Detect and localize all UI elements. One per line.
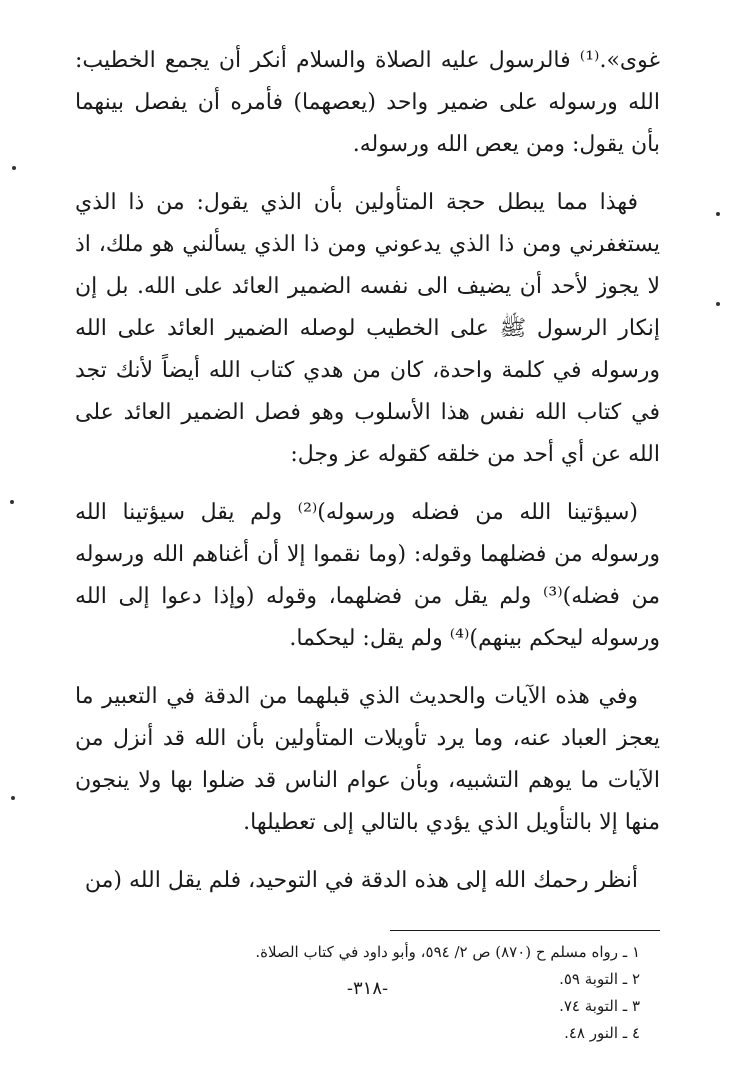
footnote-divider (390, 930, 660, 931)
paragraph-2: فهذا مما يبطل حجة المتأولين بأن الذي يقول: من ذا الذي يستغفرني ومن ذا الذي يدعوني ومن ذا الذي يسألني هو ملك، اذ لا يجوز لأحد أن يضيف الى نفسه الضمير العائد على الله. بل إن إنكار الرسول ﷺ على الخطيب لوصله الضمير العائد على الله ورسوله في كلمة واحدة، كان من هدي كتاب الله أيضاً لأنك تجد في كتاب الله نفس هذا الأسلوب وهو فصل الضمير العائد على الله عن أي أحد من خلقه كقوله عز وجل: (75, 190, 660, 467)
footnote-4: ٤ ـ النور ٤٨. (564, 1024, 640, 1042)
paragraph-4: وفي هذه الآيات والحديث الذي قبلهما من الدقة في التعبير ما يعجز العباد عنه، وما يرد تأويلات المتأولين بأن الله قد أنزل من الآيات ما يوهم التشبيه، وبأن عوام الناس قد ضلوا بها ولا ينجون منها إلا بالتأويل الذي يؤدي بالتالي إلى تعطيلها. (75, 684, 660, 835)
margin-speck (716, 302, 720, 306)
page-number: -٣١٨- (346, 978, 389, 999)
page-body (75, 40, 660, 1047)
margin-speck (11, 796, 15, 800)
paragraph-5: أنظر رحمك الله إلى هذه الدقة في التوحيد، فلم يقل الله (من (84, 868, 638, 893)
footnote-1: ١ ـ رواه مسلم ح (٨٧٠) ص ٢/ ٥٩٤، وأبو داود في كتاب الصلاة. (255, 943, 640, 961)
margin-speck (716, 212, 720, 216)
footnote-3: ٣ ـ التوبة ٧٤. (559, 997, 640, 1015)
margin-speck (10, 500, 14, 504)
footnote-2: ٢ ـ التوبة ٥٩. (559, 970, 640, 988)
paragraph-3: (سيؤتينا الله من فضله ورسوله)⁽²⁾ ولم يقل سيؤتينا الله ورسوله من فضلهما وقوله: (وما نقموا إلا أن أغناهم الله ورسوله من فضله)⁽³⁾ ولم يقل من فضلهما، وقوله (وإذا دعوا إلى الله ورسوله ليحكم بينهم)⁽⁴⁾ ولم يقل: ليحكما. (75, 500, 661, 651)
paragraph-1: غوى».⁽¹⁾ فالرسول عليه الصلاة والسلام أنكر أن يجمع الخطيب: الله ورسوله على ضمير واحد (يعصهما) فأمره أن يفصل بينهما بأن يقول: ومن يعص الله ورسوله. (75, 48, 660, 157)
margin-speck (12, 166, 16, 170)
